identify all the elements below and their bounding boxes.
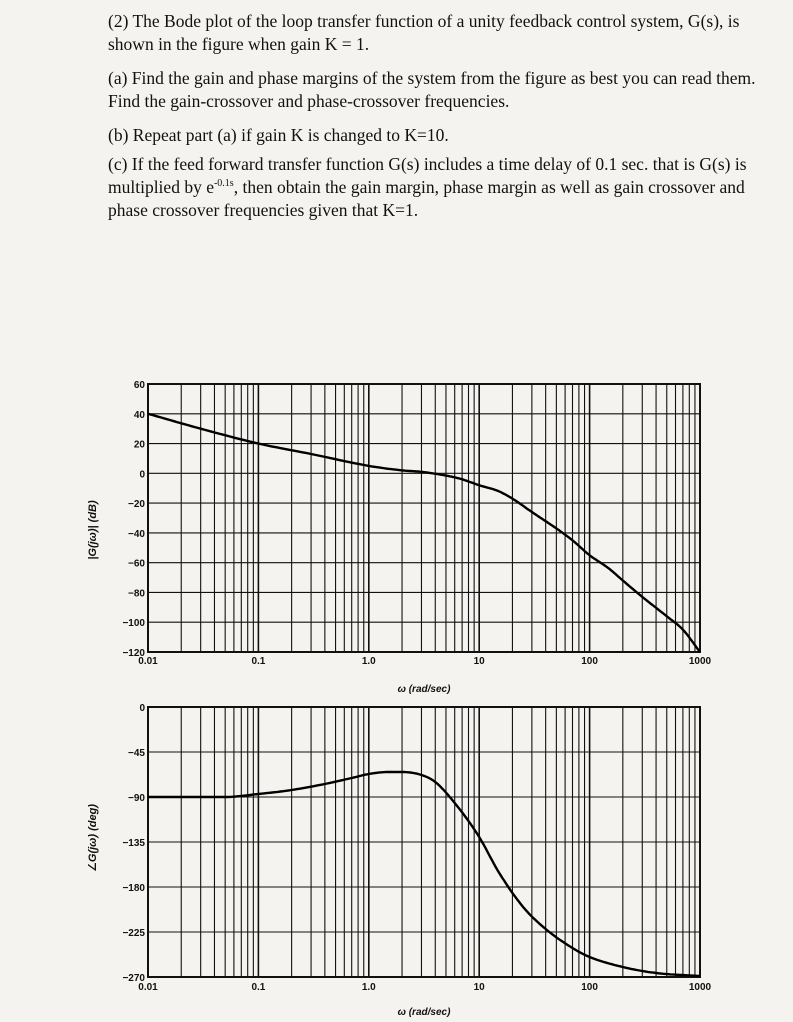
magnitude-plot — [87, 380, 712, 695]
mag-x-tick-label: 0.1 — [251, 656, 266, 667]
problem-intro: (2) The Bode plot of the loop transfer function of a unity feedback control system, G(s), is shown in the figure when gain K = 1. — [108, 11, 740, 54]
phase-series-line — [148, 772, 700, 976]
phase-x-tick-label: 0.1 — [251, 982, 266, 993]
mag-y-tick-label: 20 — [133, 439, 145, 451]
mag-y-tick-label: −40 — [128, 528, 145, 540]
phase-y-tick-label: −270 — [122, 973, 145, 984]
phase-x-tick-label: 0.01 — [138, 982, 158, 993]
mag-y-tick-label: 60 — [133, 380, 145, 391]
mag-y-tick-label: 40 — [133, 409, 145, 421]
part-c-text-1: (c) If the feed forward transfer function G(s) includes a time delay of 0.1 sec. that is G(s) is multiplied by e — [108, 154, 747, 197]
mag-x-tick-label: 1000 — [688, 656, 712, 667]
mag-x-tick-label: 1.0 — [361, 656, 376, 667]
part-c-exponent: -0.1s — [213, 178, 234, 189]
mag-x-tick-label: 10 — [473, 656, 485, 667]
mag-y-tick-label: −120 — [122, 648, 145, 659]
phase-y-axis-label: ∠G(jω) (deg) — [87, 804, 99, 872]
phase-x-axis-label: ω (rad/sec) — [397, 1007, 451, 1018]
mag-y-tick-label: −20 — [128, 499, 145, 511]
phase-y-tick-label: −135 — [122, 838, 145, 849]
phase-y-tick-label: −90 — [128, 793, 145, 804]
mag-frame — [148, 384, 700, 652]
problem-part-a: (a) Find the gain and phase margins of the system from the figure as best you can read them. Find the gain-crossover and phase-crossover frequencies. — [108, 68, 756, 111]
mag-y-tick-label: 0 — [139, 469, 145, 481]
mag-y-axis-label: |G(jω)| (dB) — [87, 500, 99, 560]
mag-x-tick-label: 100 — [581, 656, 598, 667]
mag-x-axis-label: ω (rad/sec) — [397, 684, 451, 695]
phase-plot — [87, 703, 712, 1018]
phase-y-tick-label: −45 — [128, 748, 145, 759]
part-c-text-2: , then obtain the gain margin, phase margin as well as gain crossover and phase crossover frequencies given that K=1. — [108, 177, 745, 220]
phase-y-tick-label: −180 — [122, 883, 145, 894]
mag-y-tick-label: −60 — [128, 558, 145, 570]
phase-x-tick-label: 1.0 — [361, 982, 376, 993]
problem-part-b: (b) Repeat part (a) if gain K is changed to K=10. — [108, 125, 449, 145]
mag-x-tick-label: 0.01 — [138, 656, 158, 667]
phase-y-tick-label: −225 — [122, 928, 145, 939]
phase-y-tick-label: 0 — [139, 703, 145, 714]
mag-y-tick-label: −100 — [122, 618, 145, 630]
phase-x-tick-label: 1000 — [688, 982, 712, 993]
mag-y-tick-label: −80 — [128, 588, 145, 600]
phase-x-tick-label: 10 — [473, 982, 485, 993]
phase-x-tick-label: 100 — [581, 982, 598, 993]
